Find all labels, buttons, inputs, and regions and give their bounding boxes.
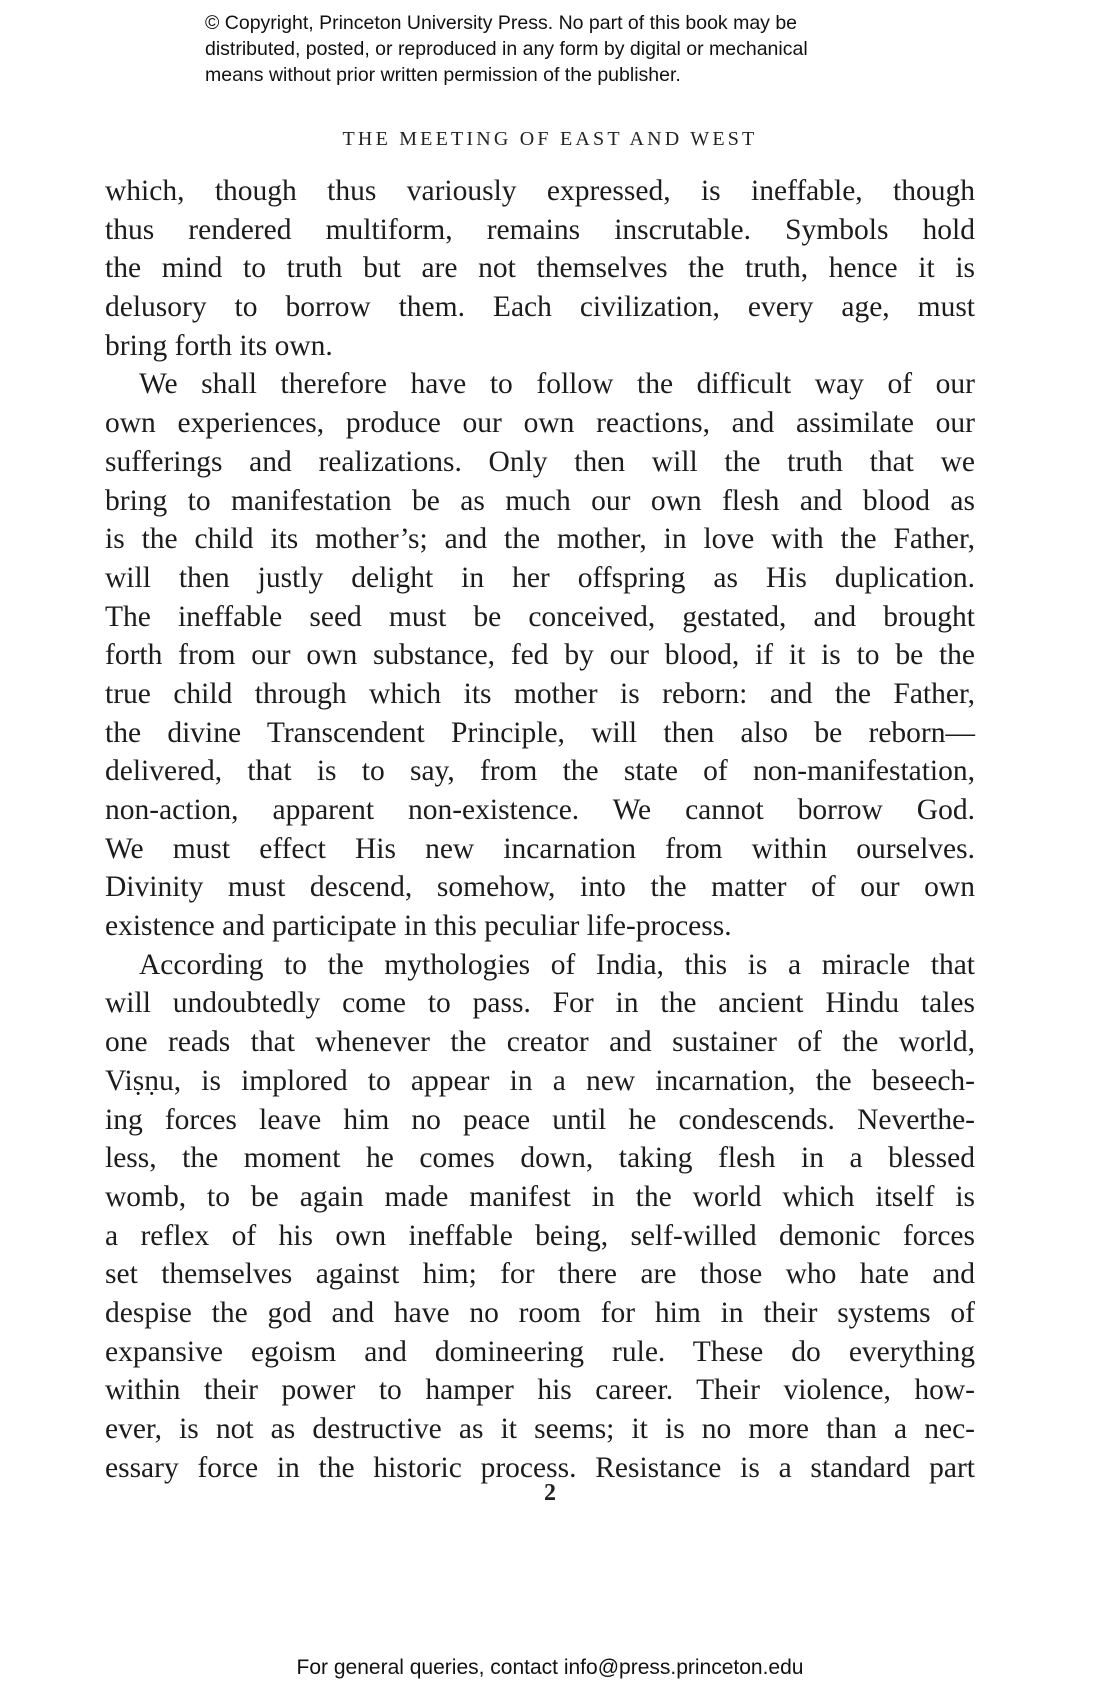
text-line: We must effect His new incarnation from within ourselves. bbox=[105, 832, 975, 865]
footer-contact: For general queries, contact info@press.princeton.edu bbox=[296, 1656, 804, 1679]
text-line: which, though thus variously expressed, is ineffable, though bbox=[105, 175, 975, 207]
text-line: a reflex of his own ineffable being, self-willed demonic forces bbox=[105, 1219, 975, 1252]
paragraph bbox=[105, 365, 975, 945]
text-line: bring to manifestation be as much our own flesh and blood as bbox=[105, 484, 975, 517]
text-line: own experiences, produce our own reactions, and assimilate our bbox=[105, 407, 975, 440]
text-line: bring forth its own. bbox=[105, 329, 333, 362]
paragraph bbox=[105, 946, 975, 1488]
copyright-notice bbox=[205, 10, 965, 88]
text-line: non-action, apparent non-existence. We cannot borrow God. bbox=[105, 794, 975, 826]
text-line: Viṣṇu, is implored to appear in a new incarnation, the beseech- bbox=[105, 1064, 975, 1097]
text-line: within their power to hamper his career. Their violence, how- bbox=[105, 1374, 975, 1407]
text-line: delusory to borrow them. Each civilization, every age, must bbox=[105, 291, 975, 324]
text-line: thus rendered multiform, remains inscrutable. Symbols hold bbox=[105, 213, 975, 246]
text-line: womb, to be again made manifest in the world which itself is bbox=[105, 1180, 975, 1213]
text-line: will then justly delight in her offspring as His duplication. bbox=[105, 561, 975, 594]
page-number: 2 bbox=[544, 1480, 556, 1506]
text-line: expansive egoism and domineering rule. These do everything bbox=[105, 1335, 975, 1368]
text-line: We shall therefore have to follow the difficult way of our bbox=[139, 368, 975, 401]
text-line: set themselves against him; for there are those who hate and bbox=[105, 1258, 975, 1291]
text-line: the divine Transcendent Principle, will then also be reborn— bbox=[105, 716, 975, 749]
text-line: true child through which its mother is reborn: and the Father, bbox=[105, 677, 975, 710]
text-line: forth from our own substance, fed by our blood, if it is to be the bbox=[105, 639, 975, 672]
text-line: Divinity must descend, somehow, into the matter of our own bbox=[105, 871, 975, 904]
text-line: essary force in the historic process. Resistance is a standard part bbox=[105, 1451, 975, 1484]
text-line: one reads that whenever the creator and sustainer of the world, bbox=[105, 1026, 975, 1059]
copyright-line: distributed, posted, or reproduced in any form by digital or mechanical bbox=[205, 38, 808, 60]
text-line: will undoubtedly come to pass. For in the ancient Hindu tales bbox=[105, 987, 975, 1020]
text-line: existence and participate in this peculiar life-process. bbox=[105, 910, 732, 943]
text-line: delivered, that is to say, from the state of non-manifestation, bbox=[105, 755, 975, 788]
paragraph bbox=[105, 172, 975, 365]
text-line: The ineffable seed must be conceived, gestated, and brought bbox=[105, 600, 975, 633]
text-line: the mind to truth but are not themselves the truth, hence it is bbox=[105, 252, 975, 285]
running-head: THE MEETING OF EAST AND WEST bbox=[342, 128, 758, 150]
text-line: ever, is not as destructive as it seems; it is no more than a nec- bbox=[105, 1413, 975, 1445]
text-line: is the child its mother’s; and the mother, in love with the Father, bbox=[105, 523, 975, 556]
copyright-line: © Copyright, Princeton University Press. No part of this book may be bbox=[205, 12, 798, 34]
body-text bbox=[105, 172, 975, 1487]
text-line: despise the god and have no room for him in their systems of bbox=[105, 1296, 975, 1329]
text-line: less, the moment he comes down, taking flesh in a blessed bbox=[105, 1142, 975, 1175]
text-line: According to the mythologies of India, this is a miracle that bbox=[139, 948, 975, 981]
copyright-line: means without prior written permission of the publisher. bbox=[205, 64, 681, 86]
text-line: sufferings and realizations. Only then will the truth that we bbox=[105, 445, 975, 478]
text-line: ing forces leave him no peace until he condescends. Neverthe- bbox=[105, 1103, 975, 1136]
